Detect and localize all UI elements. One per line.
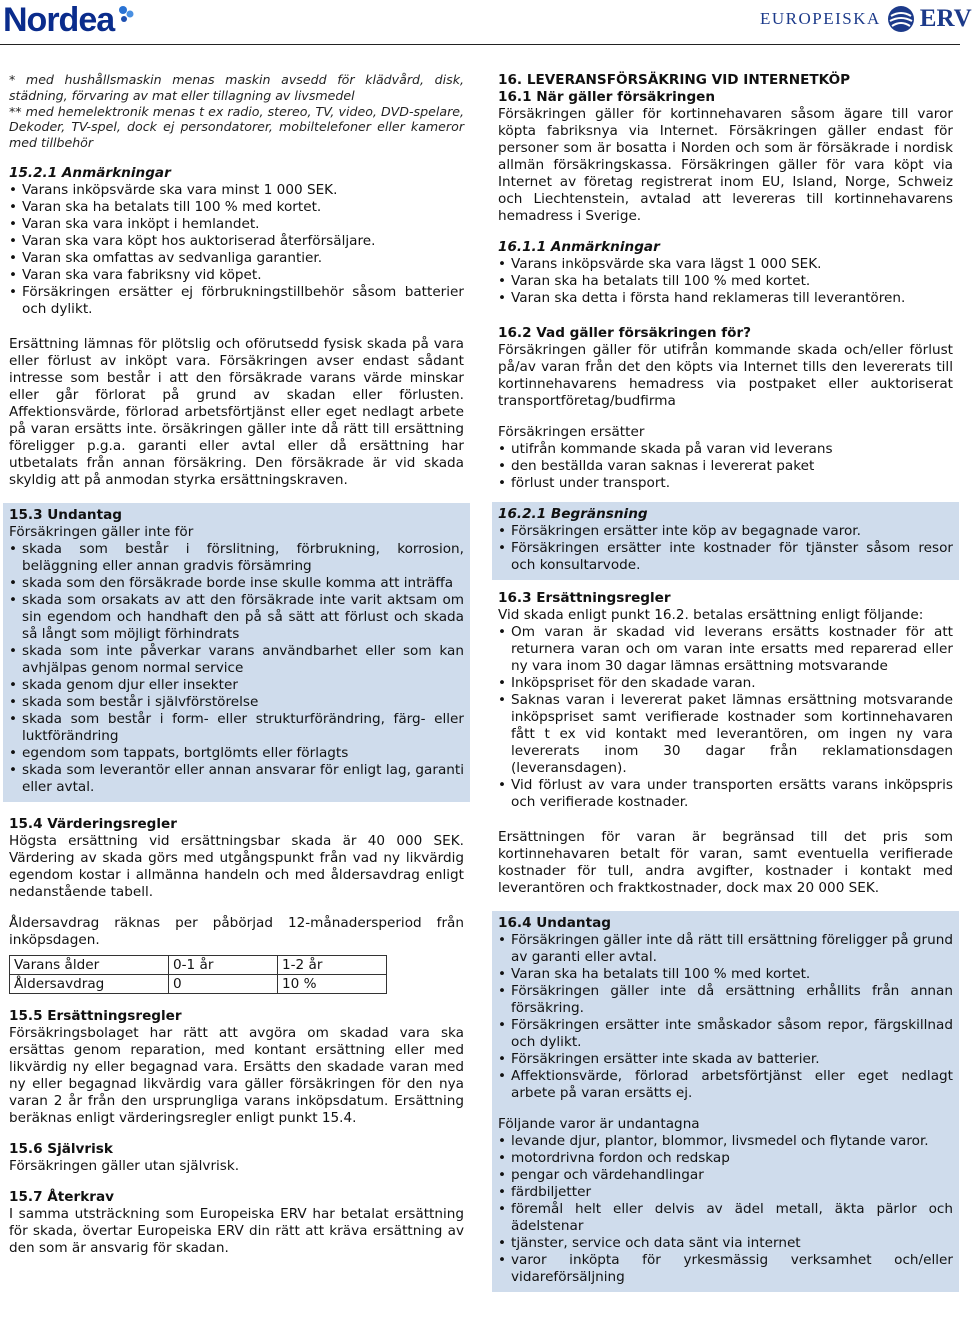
list-item: • levande djur, plantor, blommor, livsmedel och flytande varor.	[498, 1133, 953, 1150]
ersattning-paragraph: Ersättning lämnas för plötslig och oförutsedd fysisk skada på vara eller förlust av inköpt vara. Försäkringen avser endast sådant intresse som består i att den försäkrade varans värde minskar eller går förlorat på grund av skadan eller förlusten. Affektionsvärde, förlorad arbetsförtjänst eller eget nedlagt arbete på varan ersätts inte. örsäkringen gäller inte då rätt till ersättning föreligger p.g.a. garanti eller avtal eller då ersättning har utbetalats från annan försäkring. Den försäkrade är vid skada skyldig att på anmodan styrka ersättningskraven.	[9, 335, 464, 488]
list-item: • Försäkringen ersätter ej förbrukningstillbehör såsom batterier och dylikt.	[9, 284, 464, 318]
section-15-7-text: I samma utsträckning som Europeiska ERV har betalat ersättning för skada, övertar Europeiska ERV din rätt att kräva ersättning av den som är ansvarig för skadan.	[9, 1205, 464, 1256]
section-16-2-heading: 16.2 Vad gäller försäkringen för?	[498, 325, 752, 341]
list-item: • egendom som tappats, bortglömts eller förlagts	[9, 745, 464, 762]
nordea-logo-mark-icon	[115, 4, 137, 26]
section-16-3-list	[498, 624, 953, 811]
right-column	[498, 72, 953, 1292]
section-15-4-text: Högsta ersättning vid ersättningsbar skada är 40 000 SEK. Värdering av skada görs med utgångspunkt från vad ny likvärdig egendom kostar i allmänna handeln och med åldersavdrag enligt nedanstående tabell.	[9, 832, 464, 900]
section-16-3-intro: Vid skada enligt punkt 16.2. betalas ersättning enligt följande:	[498, 607, 924, 623]
list-item: • pengar och värdehandlingar	[498, 1167, 953, 1184]
list-item: • Försäkringen gäller inte då ersättning erhållits från annan försäkring.	[498, 983, 953, 1017]
section-16-1-text: Försäkringen gäller för kortinnehavaren såsom ägare till varor köpta fabriksnya via Internet. Försäkringen gäller endast för personer som är bosatta i Norden och som är försäkrade i nordisk allmän försäkringskassa. Försäkringen gäller för vara köpt via Internet av företag registrerat inom EU, Island, Norge, Schweiz och Liechtenstein, avtalad att levereras till kortinnehavarens hemadress i Sverige.	[498, 106, 953, 224]
list-item: • skada som består i form- eller strukturförändring, färg- eller luktförändring	[9, 711, 464, 745]
list-item: • Varan ska vara köpt hos auktoriserad återförsäljare.	[9, 233, 464, 250]
footnote-2: ** med hemelektronik menas t ex radio, stereo, TV, video, DVD-spelare, Dekoder, TV-spel, dock ej persondatorer, mobiltelefoner eller kameror med tillbehör	[9, 103, 464, 151]
erv-logo-mark: ERV	[919, 5, 972, 32]
section-15-4-heading: 15.4 Värderingsregler	[9, 815, 177, 832]
list-item: • den beställda varan saknas i levererat paket	[498, 458, 953, 475]
list-item: • skada som består i självförstörelse	[9, 694, 464, 711]
erv-logo	[760, 4, 972, 34]
list-item: • tjänster, service och data sänt via internet	[498, 1235, 953, 1252]
list-item: • Varans inköpsvärde ska vara minst 1 000 SEK.	[9, 182, 464, 199]
age-deduction-table	[9, 955, 387, 994]
section-16-1-1-heading: 16.1.1 Anmärkningar	[498, 239, 660, 255]
list-item: • Försäkringen gäller inte då rätt till ersättning föreligger på grund av garanti eller avtal.	[498, 932, 953, 966]
table-row	[10, 955, 387, 974]
footnote-1: * med hushållsmaskin menas maskin avsedd för klädvård, disk, städning, förvaring av mat eller tillagning av livsmedel	[9, 72, 464, 103]
list-item: • Försäkringen ersätter inte skada av batterier.	[498, 1051, 953, 1068]
list-item: • Varan ska ha betalats till 100 % med kortet.	[498, 966, 953, 983]
table-cell: Varans ålder	[10, 955, 169, 974]
table-cell: 10 %	[278, 974, 387, 993]
section-15-4-text-2: Åldersavdrag räknas per påbörjad 12-månadersperiod från inköpsdagen.	[9, 914, 464, 948]
list-item: • Försäkringen ersätter inte köp av begagnade varor.	[498, 523, 953, 540]
section-16-2-1-box	[492, 502, 959, 580]
section-16-3-heading: 16.3 Ersättningsregler	[498, 590, 671, 606]
list-item: • Varans inköpsvärde ska vara lägst 1 000 SEK.	[498, 256, 953, 273]
table-cell: Åldersavdrag	[10, 974, 169, 993]
list-item: • motordrivna fordon och redskap	[498, 1150, 953, 1167]
section-16-4-list	[498, 932, 953, 1102]
nordea-logo	[3, 2, 137, 38]
list-item: • Inköpspriset för den skadade varan.	[498, 675, 953, 692]
list-item: • skada genom djur eller insekter	[9, 677, 464, 694]
list-item: • skada som den försäkrade borde inse skulle komma att inträffa	[9, 575, 464, 592]
list-item: • skada som leverantör eller annan ansvarar för enligt lag, garanti eller avtal.	[9, 762, 464, 796]
list-item: • Varan ska detta i första hand reklameras till leverantören.	[498, 290, 953, 307]
section-16-heading: 16. LEVERANSFÖRSÄKRING VID INTERNETKÖP	[498, 72, 851, 88]
list-item: • Varan ska vara inköpt i hemlandet.	[9, 216, 464, 233]
section-15-6-heading: 15.6 Självrisk	[9, 1140, 113, 1157]
section-15-5-text: Försäkringsbolaget har rätt att avgöra om skadad vara ska ersättas genom reparation, med kontant ersättning eller med likvärdig ny eller begagnad vara. Ersätts den skadade varan med ny eller begagnad likvärdig vara gäller försäkringen för den nya varan 2 år från den ursprungliga varans inköpsdatum. Ersättning beräknas enligt värderingsregler enligt punkt 15.4.	[9, 1024, 464, 1126]
list-item: • Varan ska ha betalats till 100 % med kortet.	[9, 199, 464, 216]
list-item: • Vid förlust av vara under transporten ersätts varans inköpspris och verifierade kostnader.	[498, 777, 953, 811]
list-item: • föremål helt eller delvis av ädel metall, äkta pärlor och ädelstenar	[498, 1201, 953, 1235]
globe-icon	[886, 4, 916, 34]
section-16-4-list-2	[498, 1133, 953, 1286]
section-16-4-box	[492, 911, 959, 1292]
list-item: • Affektionsvärde, förlorad arbetsförtjänst eller eget nedlagt arbete på varan ersätts ej.	[498, 1068, 953, 1102]
list-item: • Försäkringen ersätter inte kostnader för tjänster såsom resor och konsultarvode.	[498, 540, 953, 574]
list-item: • utifrån kommande skada på varan vid leverans	[498, 441, 953, 458]
section-15-6-text: Försäkringen gäller utan självrisk.	[9, 1157, 240, 1174]
list-item: • Varan ska vara fabriksny vid köpet.	[9, 267, 464, 284]
section-16-2-1-heading: 16.2.1 Begränsning	[498, 506, 648, 522]
list-item: • Försäkringen ersätter inte småskador såsom repor, färgskillnad och dylikt.	[498, 1017, 953, 1051]
section-15-2-1-heading: 15.2.1 Anmärkningar	[9, 164, 171, 181]
table-cell: 1-2 år	[278, 955, 387, 974]
left-column	[9, 72, 464, 1257]
section-16-1-heading: 16.1 När gäller försäkringen	[498, 89, 716, 105]
list-item: • skada som består i förslitning, förbrukning, korrosion, beläggning eller annan gradvis försämring	[9, 541, 464, 575]
header-divider	[0, 44, 960, 45]
list-item: • Varan ska ha betalats till 100 % med kortet.	[498, 273, 953, 290]
erv-logo-name: EUROPEISKA	[760, 9, 881, 28]
list-item: • skada som orsakats av att den försäkrade inte varit aktsam om sin egendom och handhaft den på så sätt att förlust och skada så långt som möjligt förhindrats	[9, 592, 464, 643]
section-16-4-intro-2: Följande varor är undantagna	[498, 1116, 700, 1132]
section-16-3-text-2: Ersättningen för varan är begränsad till det pris som kortinnehavaren betalt för varan, samt eventuella verifierade kostnader för tull, andra avgifter, kostnader i kontakt med leverantören och fraktkostnader, dock max 20 000 SEK.	[498, 829, 953, 896]
section-15-3-heading: 15.3 Undantag	[9, 506, 122, 523]
list-item: • Varan ska omfattas av sedvanliga garantier.	[9, 250, 464, 267]
list-item: • skada som inte påverkar varans användbarhet eller som kan avhjälpas genom normal service	[9, 643, 464, 677]
section-16-1-1-list	[498, 256, 953, 307]
list-item: • Saknas varan i levererat paket lämnas ersättning motsvarande inköpspriset samt verifierade kostnader som kortinnehavaren fått t ex vid kontakt med leverantören, om ingen ny vara levererats inom 30 dagar från reklamationsdagen (leveransdagen).	[498, 692, 953, 777]
table-cell: 0-1 år	[169, 955, 278, 974]
list-item: • förlust under transport.	[498, 475, 953, 492]
section-15-3-intro: Försäkringen gäller inte för	[9, 523, 194, 540]
section-15-5-heading: 15.5 Ersättningsregler	[9, 1007, 182, 1024]
section-16-4-heading: 16.4 Undantag	[498, 915, 611, 931]
table-cell: 0	[169, 974, 278, 993]
section-15-7-heading: 15.7 Återkrav	[9, 1188, 114, 1205]
section-16-2-1-list	[498, 523, 953, 574]
table-row	[10, 974, 387, 993]
section-15-3-list	[9, 541, 464, 796]
section-16-2-list	[498, 441, 953, 492]
list-item: • Om varan är skadad vid leverans ersätts kostnader för att returnera varan och om varan inte ersatts med reparerad eller ny vara inom 30 dagar lämnas ersättning motsvarande	[498, 624, 953, 675]
nordea-logo-text: Nordea	[3, 1, 115, 39]
section-16-2-text: Försäkringen gäller för utifrån kommande skada och/eller förlust på/av varan från det den köpts via Internet tills den levererats till kortinnehavarens hemadress via postpaket eller auktoriserat transportföretag/budfirma	[498, 342, 953, 409]
list-item: • färdbiljetter	[498, 1184, 953, 1201]
list-item: • varor inköpta för yrkesmässig verksamhet och/eller vidareförsäljning	[498, 1252, 953, 1286]
section-15-3-box	[3, 503, 470, 802]
section-16-2-intro: Försäkringen ersätter	[498, 424, 645, 440]
section-15-2-1-list	[9, 182, 464, 318]
